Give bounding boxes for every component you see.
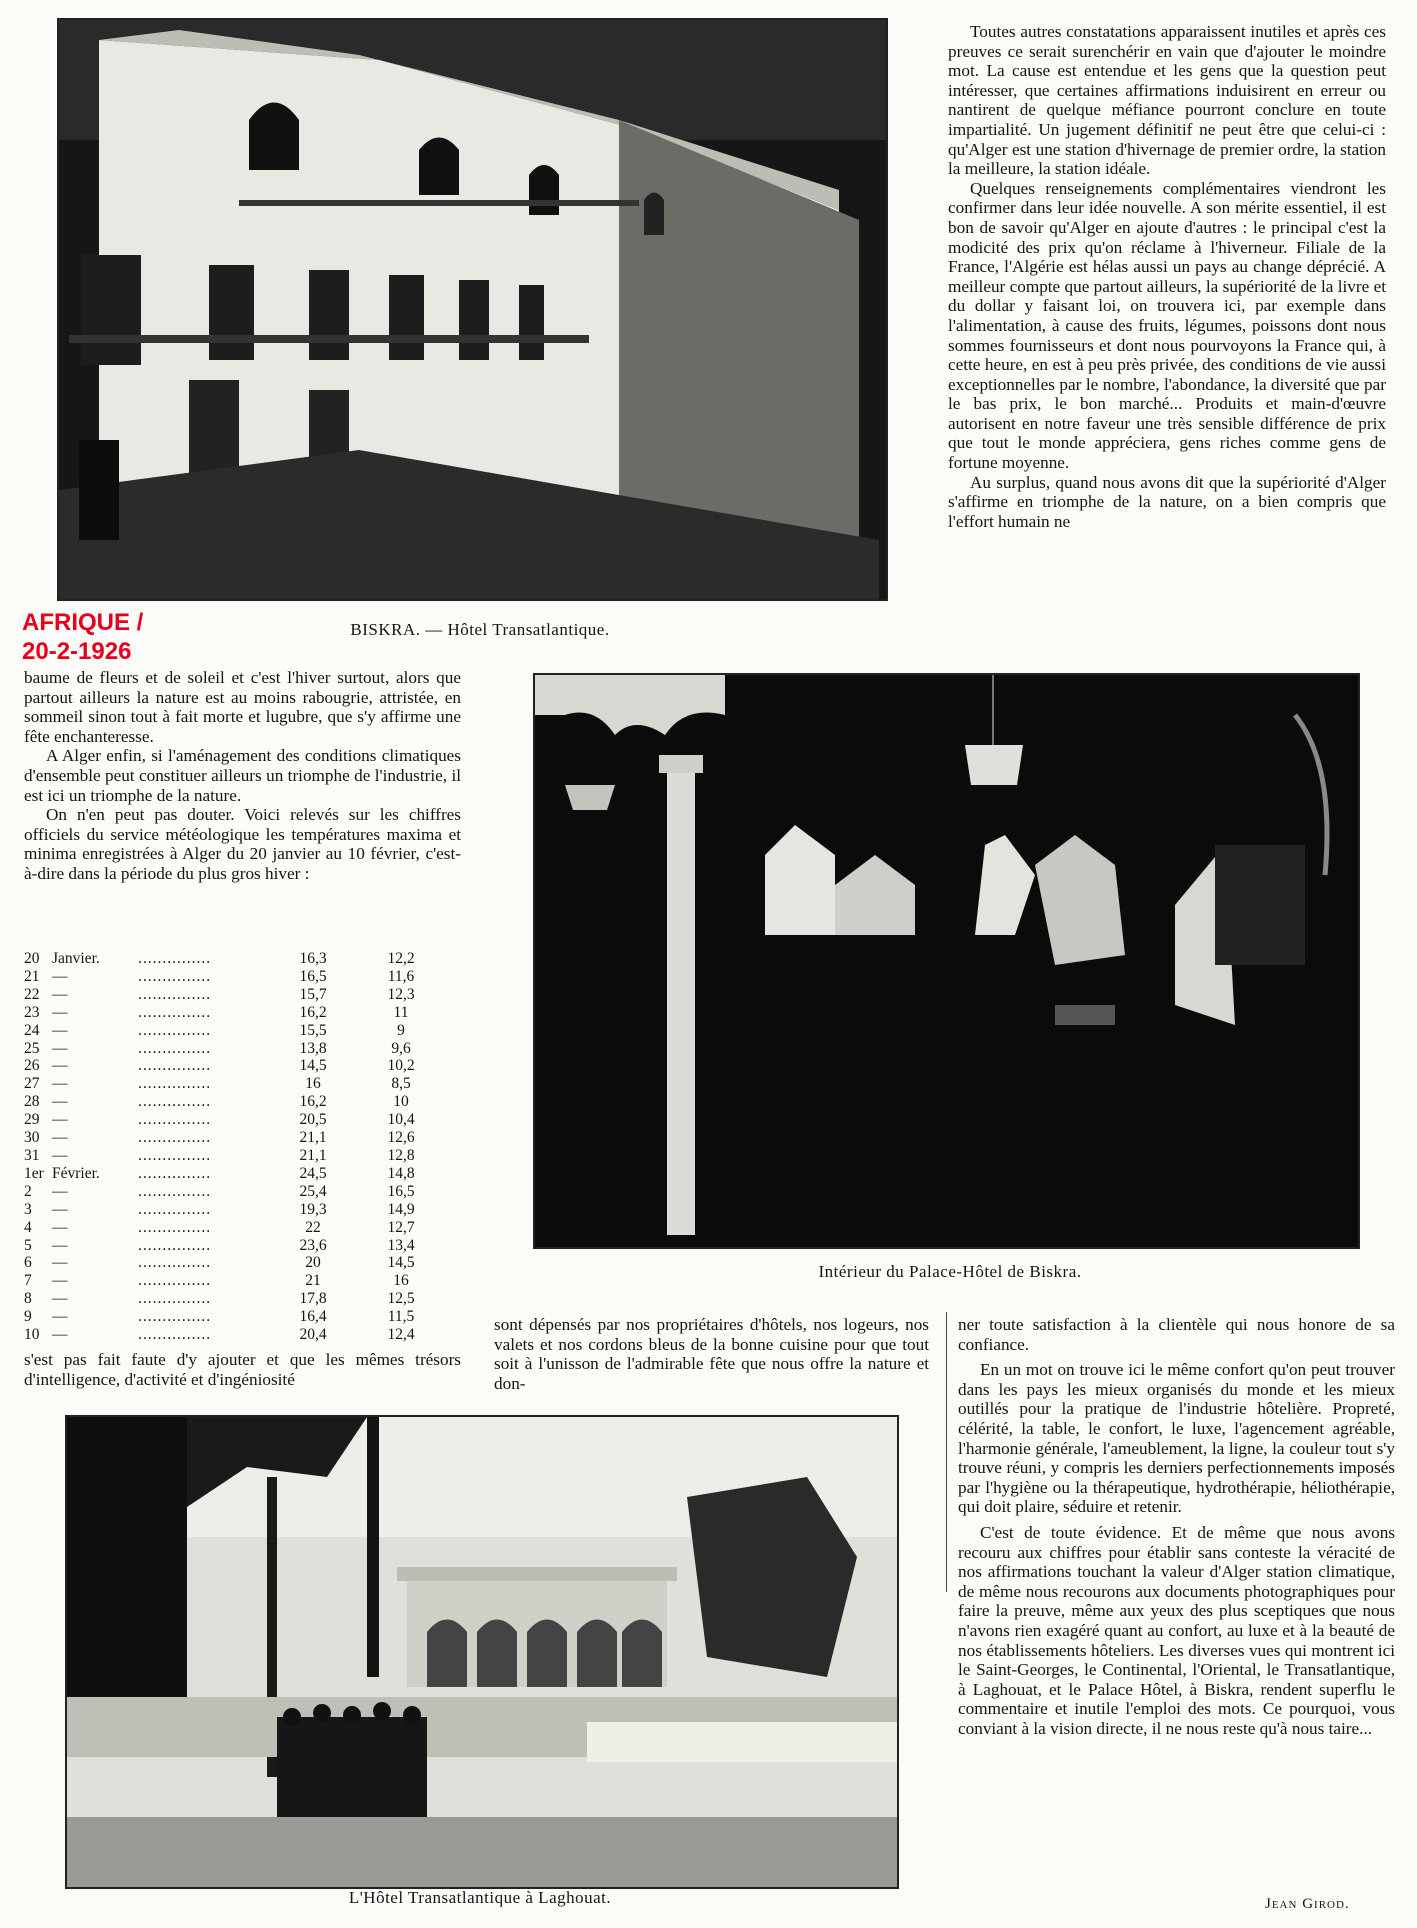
temp-min: 16 xyxy=(393,1272,409,1290)
date-tag-line2: 20-2-1926 xyxy=(22,638,132,665)
temp-day: 7 xyxy=(24,1272,32,1290)
temp-min: 9 xyxy=(397,1021,405,1039)
temp-min: 14,5 xyxy=(387,1254,415,1272)
temperature-row xyxy=(24,1237,444,1255)
temperature-row xyxy=(24,1057,444,1075)
temp-leader: ............... xyxy=(138,1308,212,1326)
temp-day: 30 xyxy=(24,1129,40,1147)
temp-month: — xyxy=(52,1200,68,1218)
temp-min: 12,6 xyxy=(387,1129,415,1147)
temp-max: 17,8 xyxy=(299,1290,327,1308)
temp-leader: ............... xyxy=(138,1200,212,1218)
temp-leader: ............... xyxy=(138,1146,212,1164)
temp-day: 22 xyxy=(24,985,40,1003)
temp-month: — xyxy=(52,1075,68,1093)
temp-month: — xyxy=(52,1308,68,1326)
paragraph: Quelques renseignements complémentaires viendront les confirmer dans leur idée nouvelle. A son mérite essentiel, il est bon de savoir qu'Alger en ajoute d'autres : le principal c'est la modicité des prix qu'on réclame à l'hiverneur. Filiale de la France, l'Algérie est hélas aussi un pays au change déprécié. A meilleur compte que partout ailleurs, la supériorité de la livre et du dollar y faisant loi, on trouvera ici, par exemple dans l'alimentation, à cause des fruits, légumes, poissons dont nous sommes fournisseurs et dont nous pourvoyons la France qui, à cette heure, en est à peu près privée, des conditions de vie aussi exceptionnelles par le nombre, l'abondance, la diversité que par le bas prix, le bon marché... Produits et main-d'œuvre autorisent en notre faveur une très sensible différence de prix que tout le monde appréciera, gens riches comme gens de fortune moyenne. xyxy=(948,178,1386,473)
temp-max: 21,1 xyxy=(299,1129,327,1147)
temp-month: — xyxy=(52,1093,68,1111)
temp-month: — xyxy=(52,967,68,985)
temp-max: 21 xyxy=(305,1272,321,1290)
paragraph: baume de fleurs et de soleil et c'est l'hiver surtout, alors que partout ailleurs la nature est au moins rabougrie, attristée, en sommeil sinon tout à fait morte et lugubre, que s'y affirme une fête enchanteresse. xyxy=(24,668,461,746)
photo-palace-interior xyxy=(533,673,1360,1249)
temp-min: 11,6 xyxy=(387,967,415,985)
temp-day: 29 xyxy=(24,1111,40,1129)
temp-leader: ............... xyxy=(138,1057,212,1075)
temp-max: 22 xyxy=(305,1218,321,1236)
temp-max: 16 xyxy=(305,1075,321,1093)
temperature-row xyxy=(24,1111,444,1129)
temp-day: 20 xyxy=(24,950,40,967)
photo-palace-interior-image xyxy=(535,675,1358,1247)
temp-day: 1er xyxy=(24,1164,44,1182)
temp-leader: ............... xyxy=(138,1218,212,1236)
temp-min: 13,4 xyxy=(387,1236,415,1254)
temp-max: 20,4 xyxy=(299,1326,327,1344)
temp-month: — xyxy=(52,1272,68,1290)
column-rule xyxy=(946,1312,947,1592)
temp-day: 3 xyxy=(24,1200,32,1218)
temp-month: — xyxy=(52,1182,68,1200)
paragraph: s'est pas fait faute d'y ajouter et que les mêmes trésors d'intelligence, d'activité et d'ingéniosité xyxy=(24,1350,461,1389)
temp-day: 8 xyxy=(24,1290,32,1308)
temp-day: 10 xyxy=(24,1326,40,1344)
temp-day: 5 xyxy=(24,1236,32,1254)
temperature-row xyxy=(24,1272,444,1290)
temperature-row xyxy=(24,1075,444,1093)
paragraph: Au surplus, quand nous avons dit que la supériorité d'Alger s'affirme en triomphe de la nature, on a bien compris que l'effort humain ne xyxy=(948,472,1386,531)
temp-month: Février. xyxy=(52,1164,100,1182)
temp-leader: ............... xyxy=(138,1272,212,1290)
temp-leader: ............... xyxy=(138,1075,212,1093)
temp-max: 16,2 xyxy=(299,1003,327,1021)
temperature-row xyxy=(24,1326,444,1344)
caption-palace-interior: Intérieur du Palace-Hôtel de Biskra. xyxy=(818,1262,1082,1281)
temp-min: 12,2 xyxy=(387,950,415,967)
photo-laghouat-hotel-image xyxy=(67,1417,897,1887)
temperature-table xyxy=(24,950,444,1344)
temp-day: 6 xyxy=(24,1254,32,1272)
temp-leader: ............... xyxy=(138,1290,212,1308)
temp-month: — xyxy=(52,1326,68,1344)
temp-max: 16,5 xyxy=(299,967,327,985)
caption-laghouat-hotel: L'Hôtel Transatlantique à Laghouat. xyxy=(348,1888,612,1907)
temp-max: 16,4 xyxy=(299,1308,327,1326)
paragraph: C'est de toute évidence. Et de même que nous avons recouru aux chiffres pour établir sans conteste la véracité de nos affirmations touchant la valeur d'Alger station climatique, de même nous recourons aux documents photographiques pour faire la preuve, même aux yeux des plus sceptiques que nous n'avons rien exagéré quant au confort, au luxe et à la beauté de nos établissements hôteliers. Les diverses vues qui montrent ici le Saint-Georges, le Continental, l'Oriental, le Transatlantique, à Laghouat, et le Palace Hôtel, à Biskra, rendent superflu le commentaire et inutile l'emploi des mots. Ce pourquoi, vous conviant à la vision directe, il ne nous reste qu'à nous taire... xyxy=(958,1522,1395,1738)
temp-max: 15,5 xyxy=(299,1021,327,1039)
temp-month: — xyxy=(52,1111,68,1129)
temp-leader: ............... xyxy=(138,1021,212,1039)
temp-leader: ............... xyxy=(138,1326,212,1344)
temp-max: 16,3 xyxy=(299,950,327,967)
temp-day: 25 xyxy=(24,1039,40,1057)
temp-month: Janvier. xyxy=(52,950,100,967)
temp-month: — xyxy=(52,1129,68,1147)
temperature-row xyxy=(24,1219,444,1237)
photo-laghouat-hotel xyxy=(65,1415,899,1889)
temp-min: 12,4 xyxy=(387,1326,415,1344)
temperature-row xyxy=(24,1254,444,1272)
temp-leader: ............... xyxy=(138,1254,212,1272)
temp-day: 4 xyxy=(24,1218,32,1236)
paragraph: sont dépensés par nos propriétaires d'hôtels, nos logeurs, nos valets et nos cordons bleus de la bonne cuisine pour que tout soit à l'unisson de l'admirable fête que nous offre la nature et don- xyxy=(494,1315,929,1393)
temp-month: — xyxy=(52,1290,68,1308)
temp-max: 14,5 xyxy=(299,1057,327,1075)
temperature-row xyxy=(24,1093,444,1111)
temperature-row xyxy=(24,1022,444,1040)
temp-min: 12,8 xyxy=(387,1146,415,1164)
temperature-row xyxy=(24,1183,444,1201)
temp-day: 2 xyxy=(24,1182,32,1200)
temp-min: 12,3 xyxy=(387,985,415,1003)
temp-day: 26 xyxy=(24,1057,40,1075)
temperature-row xyxy=(24,1201,444,1219)
temp-min: 14,9 xyxy=(387,1200,415,1218)
temperature-row xyxy=(24,1129,444,1147)
column-left-bottom xyxy=(24,1350,461,1389)
temp-max: 13,8 xyxy=(299,1039,327,1057)
temp-min: 10,2 xyxy=(387,1057,415,1075)
temp-month: — xyxy=(52,1236,68,1254)
paragraph: A Alger enfin, si l'aménagement des conditions climatiques d'ensemble peut constituer ailleurs un triomphe de l'industrie, il est ici un triomphe de la nature. xyxy=(24,746,461,805)
temp-max: 20 xyxy=(305,1254,321,1272)
temperature-row xyxy=(24,968,444,986)
temp-month: — xyxy=(52,1057,68,1075)
paragraph: On n'en peut pas douter. Voici relevés sur les chiffres officiels du service météologique les températures maxima et minima enregistrées à Alger du 20 janvier au 10 février, c'est-à-dire dans la période du plus gros hiver : xyxy=(24,805,461,883)
temp-min: 12,7 xyxy=(387,1218,415,1236)
temp-leader: ............... xyxy=(138,1003,212,1021)
author-signature: Jean Girod. xyxy=(1265,1896,1350,1912)
temp-min: 14,8 xyxy=(387,1164,415,1182)
temp-day: 24 xyxy=(24,1021,40,1039)
temp-leader: ............... xyxy=(138,967,212,985)
paragraph: ner toute satisfaction à la clientèle qui nous honore de sa confiance. xyxy=(958,1315,1395,1354)
temp-max: 25,4 xyxy=(299,1182,327,1200)
temp-leader: ............... xyxy=(138,950,212,967)
column-left xyxy=(24,668,461,884)
column-right-bottom xyxy=(958,1315,1395,1738)
temp-min: 11 xyxy=(393,1003,409,1021)
temp-month: — xyxy=(52,1218,68,1236)
temperature-row xyxy=(24,1308,444,1326)
temp-leader: ............... xyxy=(138,1111,212,1129)
temp-leader: ............... xyxy=(138,1182,212,1200)
temp-max: 16,2 xyxy=(299,1093,327,1111)
temp-month: — xyxy=(52,1021,68,1039)
temp-max: 19,3 xyxy=(299,1200,327,1218)
temp-min: 10,4 xyxy=(387,1111,415,1129)
temp-min: 9,6 xyxy=(391,1039,411,1057)
temperature-row xyxy=(24,1165,444,1183)
temp-month: — xyxy=(52,1254,68,1272)
temperature-row xyxy=(24,950,444,968)
temp-min: 10 xyxy=(393,1093,409,1111)
photo-biskra-hotel xyxy=(57,18,888,601)
temp-month: — xyxy=(52,985,68,1003)
temp-max: 21,1 xyxy=(299,1146,327,1164)
temp-min: 8,5 xyxy=(391,1075,411,1093)
temp-min: 16,5 xyxy=(387,1182,415,1200)
temp-day: 31 xyxy=(24,1146,40,1164)
paragraph: En un mot on trouve ici le même confort qu'on peut trouver dans les pays les mieux organisés du monde et les mieux outillés pour la pratique de l'industrie hôtelière. Propreté, célérité, la table, le confort, le luxe, l'agencement agréable, l'harmonie générale, l'ameublement, la ligne, la couleur tout s'y trouve réuni, y compris les derniers perfectionnements imposés par l'hygiène ou la thérapeutique, hydrothérapie, héliothérapie, qui doit plaire, séduire et retenir. xyxy=(958,1360,1395,1517)
temp-leader: ............... xyxy=(138,1093,212,1111)
temp-month: — xyxy=(52,1039,68,1057)
temp-max: 24,5 xyxy=(299,1164,327,1182)
caption-biskra-hotel: BISKRA. — Hôtel Transatlantique. xyxy=(350,620,610,639)
temp-day: 9 xyxy=(24,1308,32,1326)
date-tag xyxy=(22,608,143,666)
temperature-row xyxy=(24,1004,444,1022)
temp-leader: ............... xyxy=(138,1164,212,1182)
temperature-row xyxy=(24,1290,444,1308)
temp-day: 27 xyxy=(24,1075,40,1093)
temp-leader: ............... xyxy=(138,985,212,1003)
temp-day: 28 xyxy=(24,1093,40,1111)
temperature-row xyxy=(24,986,444,1004)
photo-biskra-hotel-image xyxy=(59,20,886,599)
temperature-row xyxy=(24,1147,444,1165)
temp-min: 11,5 xyxy=(387,1308,415,1326)
temp-min: 12,5 xyxy=(387,1290,415,1308)
temp-day: 23 xyxy=(24,1003,40,1021)
paragraph: Toutes autres constatations apparaissent inutiles et après ces preuves ce serait surenchérir en vain que d'ajouter le moindre mot. La cause est entendue et les gens que la question peut intéresser, que certaines affirmations induisirent en erreur ou nantirent de quelque méfiance pourront conclure en toute impartialité. Un jugement définitif ne peut être que celui-ci : qu'Alger est une station d'hivernage de premier ordre, la station la meilleure, la station idéale. xyxy=(948,22,1386,179)
temp-max: 20,5 xyxy=(299,1111,327,1129)
temp-leader: ............... xyxy=(138,1039,212,1057)
temperature-row xyxy=(24,1040,444,1058)
temp-day: 21 xyxy=(24,967,40,985)
temp-leader: ............... xyxy=(138,1236,212,1254)
temp-month: — xyxy=(52,1146,68,1164)
temp-leader: ............... xyxy=(138,1129,212,1147)
temp-max: 23,6 xyxy=(299,1236,327,1254)
temp-max: 15,7 xyxy=(299,985,327,1003)
date-tag-line1: AFRIQUE / xyxy=(22,609,144,636)
column-right-top xyxy=(948,22,1386,531)
temp-month: — xyxy=(52,1003,68,1021)
column-middle-bottom xyxy=(494,1315,929,1393)
